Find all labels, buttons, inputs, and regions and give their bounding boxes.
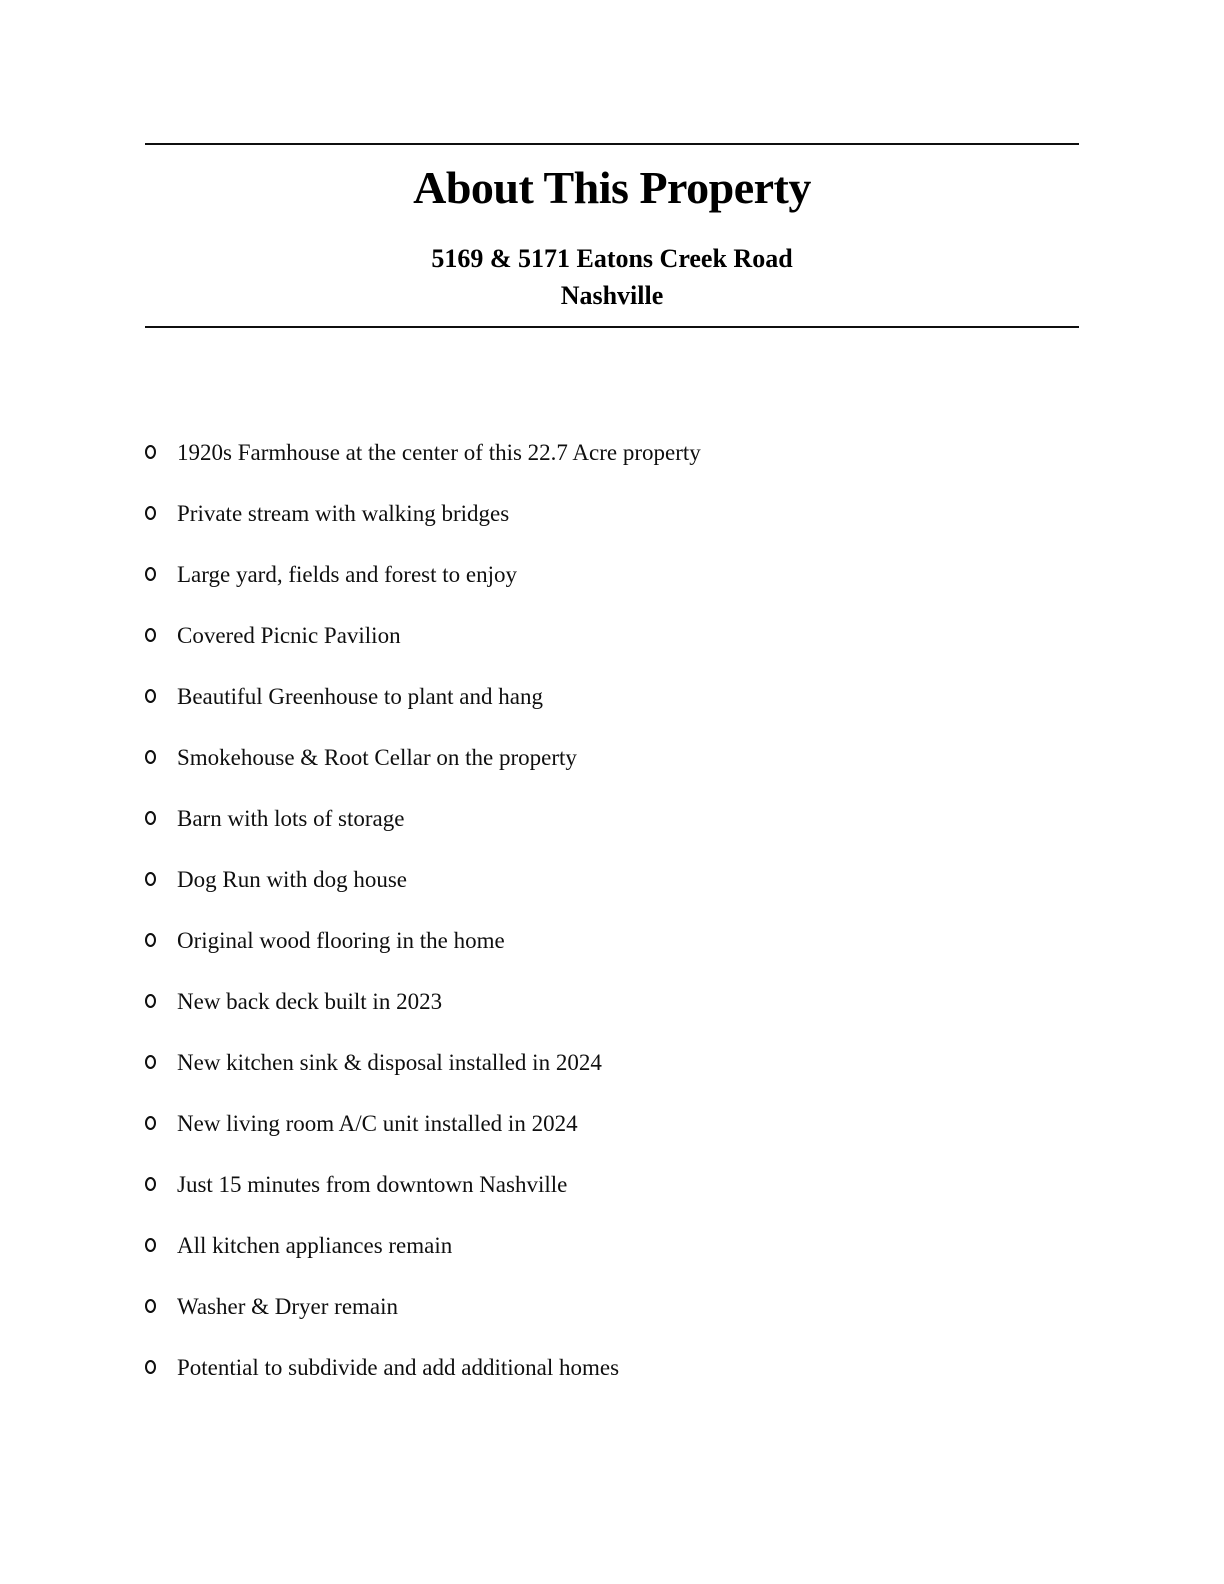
circle-bullet-icon bbox=[145, 1177, 156, 1191]
address-line-2: Nashville bbox=[560, 281, 664, 310]
feature-text: Beautiful Greenhouse to plant and hang bbox=[177, 684, 543, 709]
list-item bbox=[145, 500, 1079, 528]
feature-list bbox=[145, 439, 1079, 1382]
feature-text: Just 15 minutes from downtown Nashville bbox=[177, 1172, 568, 1197]
list-item bbox=[145, 1354, 1079, 1382]
feature-text: 1920s Farmhouse at the center of this 22.7 Acre property bbox=[177, 440, 701, 465]
feature-text: New living room A/C unit installed in 2024 bbox=[177, 1111, 578, 1136]
circle-bullet-icon bbox=[145, 811, 156, 825]
feature-text: Original wood flooring in the home bbox=[177, 928, 505, 953]
feature-text: Large yard, fields and forest to enjoy bbox=[177, 562, 517, 587]
list-item bbox=[145, 1293, 1079, 1321]
circle-bullet-icon bbox=[145, 750, 156, 764]
feature-text: Potential to subdivide and add additional homes bbox=[177, 1355, 620, 1380]
feature-text: Dog Run with dog house bbox=[177, 867, 407, 892]
property-address bbox=[145, 240, 1079, 314]
circle-bullet-icon bbox=[145, 1116, 156, 1130]
circle-bullet-icon bbox=[145, 1360, 156, 1374]
circle-bullet-icon bbox=[145, 628, 156, 642]
address-line-1: 5169 & 5171 Eatons Creek Road bbox=[431, 244, 793, 273]
document-content bbox=[145, 0, 1079, 1382]
feature-text: Covered Picnic Pavilion bbox=[177, 623, 401, 648]
feature-text: Smokehouse & Root Cellar on the property bbox=[177, 745, 577, 770]
circle-bullet-icon bbox=[145, 933, 156, 947]
list-item bbox=[145, 1110, 1079, 1138]
feature-text: Barn with lots of storage bbox=[177, 806, 405, 831]
list-item bbox=[145, 1171, 1079, 1199]
page-title: About This Property bbox=[413, 162, 811, 213]
circle-bullet-icon bbox=[145, 506, 156, 520]
list-item bbox=[145, 805, 1079, 833]
list-item bbox=[145, 744, 1079, 772]
list-item bbox=[145, 683, 1079, 711]
circle-bullet-icon bbox=[145, 445, 156, 459]
circle-bullet-icon bbox=[145, 1238, 156, 1252]
circle-bullet-icon bbox=[145, 872, 156, 886]
list-item bbox=[145, 866, 1079, 894]
feature-text: New kitchen sink & disposal installed in 2024 bbox=[177, 1050, 602, 1075]
list-item bbox=[145, 988, 1079, 1016]
document-header bbox=[145, 143, 1079, 328]
list-item bbox=[145, 1232, 1079, 1260]
list-item bbox=[145, 927, 1079, 955]
circle-bullet-icon bbox=[145, 1299, 156, 1313]
list-item bbox=[145, 622, 1079, 650]
circle-bullet-icon bbox=[145, 994, 156, 1008]
feature-text: Private stream with walking bridges bbox=[177, 501, 510, 526]
list-item bbox=[145, 561, 1079, 589]
circle-bullet-icon bbox=[145, 1055, 156, 1069]
feature-text: All kitchen appliances remain bbox=[177, 1233, 453, 1258]
feature-text: New back deck built in 2023 bbox=[177, 989, 443, 1014]
circle-bullet-icon bbox=[145, 567, 156, 581]
list-item bbox=[145, 1049, 1079, 1077]
circle-bullet-icon bbox=[145, 689, 156, 703]
feature-text: Washer & Dryer remain bbox=[177, 1294, 399, 1319]
list-item bbox=[145, 439, 1079, 467]
